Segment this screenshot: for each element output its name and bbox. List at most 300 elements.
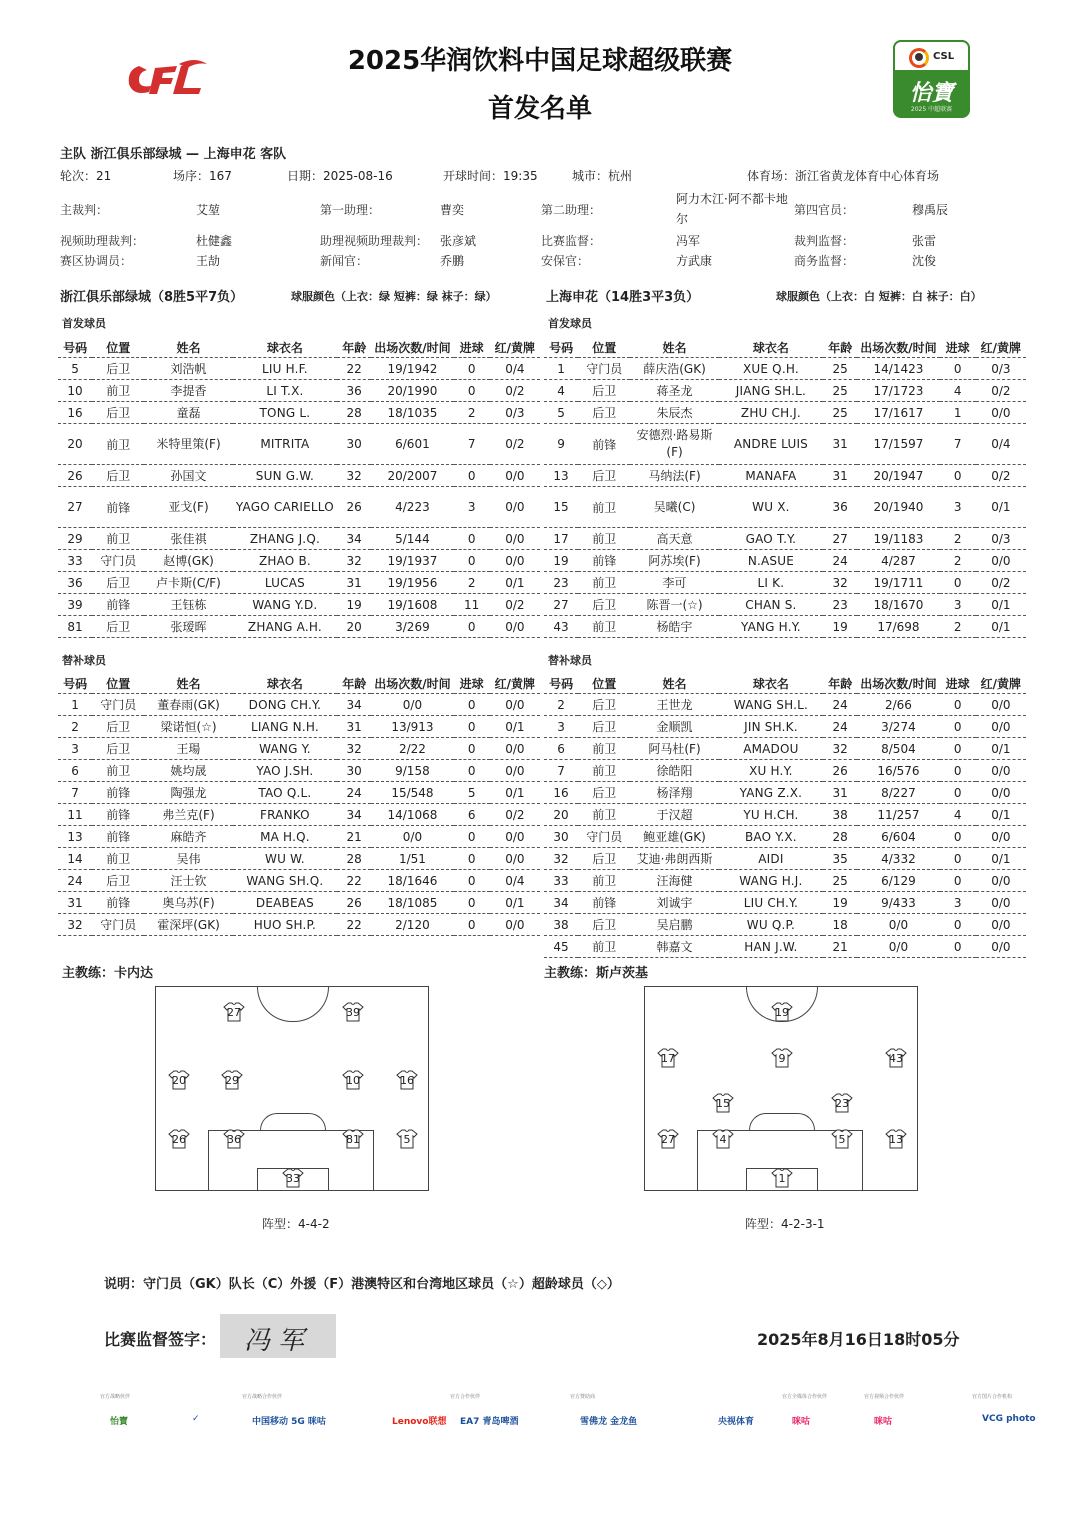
- table-row: [544, 694, 1026, 716]
- referee-name: 艾堃: [196, 203, 221, 217]
- table-cell: 39: [58, 594, 92, 616]
- table-cell: 0/0: [490, 826, 540, 848]
- away-formation: 阵型：4-2-3-1: [745, 1217, 825, 1231]
- table-cell: 36: [337, 380, 371, 402]
- table-cell: 3: [58, 738, 92, 760]
- table-cell: 20: [544, 804, 578, 826]
- table-cell: LI T.X.: [233, 380, 337, 402]
- table-cell: 张瑷晖: [144, 616, 232, 638]
- table-cell: 11: [454, 594, 490, 616]
- security-name: 方武康: [676, 254, 713, 268]
- table-cell: 麻皓齐: [144, 826, 232, 848]
- table-cell: 34: [337, 804, 371, 826]
- table-cell: 18: [823, 914, 857, 936]
- avar-label: 助理视频助理裁判：: [320, 234, 429, 248]
- round-info: 轮次：21: [60, 169, 112, 183]
- table-cell: 0/0: [490, 550, 540, 572]
- table-row: [544, 424, 1026, 465]
- table-cell: 前锋: [92, 487, 144, 528]
- table-cell: 6: [454, 804, 490, 826]
- table-cell: LIANG N.H.: [233, 716, 337, 738]
- table-cell: 25: [823, 870, 857, 892]
- shirt-number: 1: [778, 1172, 786, 1185]
- shirt-number: 29: [225, 1074, 239, 1087]
- table-cell: 0: [940, 738, 976, 760]
- column-header: 红/黄牌: [490, 673, 540, 694]
- table-cell: 后卫: [92, 358, 144, 380]
- table-cell: 0/2: [976, 465, 1026, 487]
- table-cell: 前锋: [92, 804, 144, 826]
- table-row: [58, 760, 540, 782]
- table-cell: 32: [544, 848, 578, 870]
- table-cell: 31: [823, 424, 857, 465]
- table-cell: 前卫: [92, 424, 144, 465]
- table-cell: 0/1: [490, 782, 540, 804]
- table-cell: 0/0: [371, 694, 453, 716]
- table-cell: 4/287: [857, 550, 939, 572]
- table-cell: LUCAS: [233, 572, 337, 594]
- table-cell: 吴伟: [144, 848, 232, 870]
- table-cell: JIN SH.K.: [719, 716, 823, 738]
- table-cell: 0/0: [490, 848, 540, 870]
- table-row: [58, 870, 540, 892]
- sponsor-tag: 官方战略伙伴: [100, 1394, 131, 1400]
- sponsor-tag: 官方合作伙伴: [450, 1394, 481, 1400]
- table-cell: 32: [337, 738, 371, 760]
- table-cell: 28: [823, 826, 857, 848]
- column-header: 球衣名: [233, 673, 337, 694]
- shirt-number: 16: [400, 1074, 414, 1087]
- table-cell: YANG H.Y.: [719, 616, 823, 638]
- column-header: 年龄: [823, 673, 857, 694]
- sponsor-tag: 官方战略合作伙伴: [242, 1394, 283, 1400]
- table-cell: TAO Q.L.: [233, 782, 337, 804]
- table-cell: 3: [940, 892, 976, 914]
- player-shirt: [831, 1129, 853, 1149]
- table-cell: WANG SH.Q.: [233, 870, 337, 892]
- table-cell: ZHANG A.H.: [233, 616, 337, 638]
- table-cell: 梁诺恒(☆): [144, 716, 232, 738]
- table-cell: 朱辰杰: [630, 402, 718, 424]
- table-row: [58, 528, 540, 550]
- table-cell: 守门员: [578, 358, 630, 380]
- ar2-name-cont: 尔: [676, 212, 689, 226]
- table-cell: 36: [823, 487, 857, 528]
- player-shirt: [342, 1002, 364, 1022]
- table-row: [544, 550, 1026, 572]
- table-row: [58, 572, 540, 594]
- table-cell: 1: [58, 694, 92, 716]
- column-header: 姓名: [144, 337, 232, 358]
- table-cell: 前卫: [578, 738, 630, 760]
- ref-assessor-name: 张雷: [912, 234, 937, 248]
- table-cell: 16: [544, 782, 578, 804]
- table-cell: 34: [544, 892, 578, 914]
- shirt-number: 10: [346, 1074, 360, 1087]
- table-cell: XUE Q.H.: [719, 358, 823, 380]
- table-cell: 32: [337, 465, 371, 487]
- player-shirt: [657, 1048, 679, 1068]
- column-header: 号码: [544, 673, 578, 694]
- kickoff-info: 开球时间：19:35: [443, 169, 538, 183]
- sponsor-logo: Lenovo联想: [392, 1417, 447, 1427]
- away-subs-label: 替补球员: [548, 654, 592, 667]
- ar2-name: 阿力木江·阿不都卡地: [676, 192, 788, 206]
- commercial-label: 商务监督：: [794, 254, 855, 268]
- table-cell: 后卫: [578, 465, 630, 487]
- table-cell: 7: [58, 782, 92, 804]
- table-cell: 童磊: [144, 402, 232, 424]
- table-row: [544, 358, 1026, 380]
- table-cell: 30: [337, 424, 371, 465]
- coordinator-name: 王劼: [196, 254, 221, 268]
- column-header: 年龄: [823, 337, 857, 358]
- table-cell: 27: [544, 594, 578, 616]
- table-cell: YAO J.SH.: [233, 760, 337, 782]
- table-row: [544, 380, 1026, 402]
- csl-logo: CSL 怡寶 2025 中超联赛: [893, 40, 970, 118]
- away-team-record: 上海申花（14胜3平3负）: [546, 290, 700, 305]
- table-cell: 0/1: [976, 616, 1026, 638]
- table-row: [58, 694, 540, 716]
- table-cell: 6: [58, 760, 92, 782]
- shirt-number: 20: [172, 1074, 186, 1087]
- table-cell: SUN G.W.: [233, 465, 337, 487]
- table-row: [544, 487, 1026, 528]
- press-label: 新闻官：: [320, 254, 369, 268]
- table-cell: 后卫: [578, 694, 630, 716]
- table-cell: 19/1183: [857, 528, 939, 550]
- table-cell: 0: [454, 465, 490, 487]
- table-cell: 守门员: [92, 914, 144, 936]
- table-cell: 李可: [630, 572, 718, 594]
- table-cell: ZHANG J.Q.: [233, 528, 337, 550]
- table-row: [544, 616, 1026, 638]
- ar2-label: 第二助理：: [541, 203, 602, 217]
- table-cell: 19/1942: [371, 358, 453, 380]
- table-cell: 3: [454, 487, 490, 528]
- table-cell: 31: [823, 782, 857, 804]
- table-cell: 2: [940, 550, 976, 572]
- shirt-number: 9: [778, 1052, 786, 1065]
- table-cell: 前卫: [578, 936, 630, 958]
- table-cell: 0/0: [976, 826, 1026, 848]
- table-cell: 汪海健: [630, 870, 718, 892]
- column-header: 位置: [92, 673, 144, 694]
- player-shirt: [396, 1070, 418, 1090]
- table-cell: 4: [544, 380, 578, 402]
- table-header-row: [544, 337, 1026, 358]
- away-coach: 主教练：斯卢茨基: [544, 966, 649, 981]
- table-cell: 后卫: [92, 870, 144, 892]
- table-cell: 守门员: [92, 694, 144, 716]
- table-cell: 0: [940, 782, 976, 804]
- table-cell: 0/0: [490, 487, 540, 528]
- table-cell: 安德烈·路易斯(F): [630, 424, 718, 465]
- sponsor-logo: ✓: [192, 1414, 200, 1424]
- table-cell: 26: [823, 760, 857, 782]
- table-cell: CHAN S.: [719, 594, 823, 616]
- column-header: 红/黄牌: [490, 337, 540, 358]
- table-cell: 后卫: [92, 738, 144, 760]
- table-cell: 后卫: [578, 782, 630, 804]
- table-row: [544, 914, 1026, 936]
- table-cell: 7: [544, 760, 578, 782]
- player-shirt: [657, 1129, 679, 1149]
- home-subs-label: 替补球员: [62, 654, 106, 667]
- page-title: 2025华润饮料中国足球超级联赛: [347, 46, 733, 76]
- table-cell: 33: [544, 870, 578, 892]
- table-cell: 马纳法(F): [630, 465, 718, 487]
- table-cell: 0: [940, 358, 976, 380]
- table-cell: 2: [940, 616, 976, 638]
- player-shirt: [771, 1002, 793, 1022]
- table-cell: 18/1670: [857, 594, 939, 616]
- table-cell: 0/1: [490, 572, 540, 594]
- table-cell: 薛庆浩(GK): [630, 358, 718, 380]
- shirt-number: 39: [346, 1006, 360, 1019]
- away-formation-pitch: [644, 986, 918, 1191]
- signature-image: 冯军: [220, 1314, 336, 1358]
- table-row: [544, 716, 1026, 738]
- column-header: 姓名: [144, 673, 232, 694]
- table-cell: 0/0: [976, 760, 1026, 782]
- sponsor-logo: EA7 青岛啤酒: [460, 1417, 519, 1427]
- table-cell: 13/913: [371, 716, 453, 738]
- column-header: 年龄: [337, 673, 371, 694]
- table-cell: 后卫: [578, 402, 630, 424]
- table-row: [58, 716, 540, 738]
- table-row: [58, 380, 540, 402]
- player-shirt: [712, 1129, 734, 1149]
- table-row: [544, 848, 1026, 870]
- table-cell: 2: [58, 716, 92, 738]
- table-cell: 0: [454, 914, 490, 936]
- table-cell: 前卫: [92, 528, 144, 550]
- table-cell: 前卫: [578, 870, 630, 892]
- table-cell: FRANKO: [233, 804, 337, 826]
- table-cell: 23: [544, 572, 578, 594]
- home-formation-pitch: [155, 986, 429, 1191]
- table-cell: 19/1711: [857, 572, 939, 594]
- table-cell: 24: [823, 550, 857, 572]
- table-cell: 0/0: [976, 402, 1026, 424]
- player-shirt: [771, 1168, 793, 1188]
- city-info: 城市：杭州: [572, 169, 633, 183]
- table-cell: 0/2: [490, 380, 540, 402]
- commissioner-label: 比赛监督：: [541, 234, 602, 248]
- table-cell: 6/604: [857, 826, 939, 848]
- table-cell: 21: [823, 936, 857, 958]
- table-cell: LIU CH.Y.: [719, 892, 823, 914]
- table-cell: 0/0: [976, 914, 1026, 936]
- column-header: 号码: [544, 337, 578, 358]
- table-cell: 24: [58, 870, 92, 892]
- table-cell: 0/0: [490, 914, 540, 936]
- table-cell: 30: [337, 760, 371, 782]
- commissioner-name: 冯军: [676, 234, 701, 248]
- venue-info: 体育场：浙江省黄龙体育中心体育场: [747, 169, 940, 183]
- table-cell: 3/269: [371, 616, 453, 638]
- table-cell: WANG Y.D.: [233, 594, 337, 616]
- player-shirt: [282, 1168, 304, 1188]
- table-cell: 1: [544, 358, 578, 380]
- referee-label: 主裁判：: [60, 203, 109, 217]
- table-cell: LIU H.F.: [233, 358, 337, 380]
- table-cell: 1/51: [371, 848, 453, 870]
- table-cell: 7: [940, 424, 976, 465]
- table-cell: 3: [544, 716, 578, 738]
- table-row: [58, 424, 540, 465]
- table-cell: 28: [337, 402, 371, 424]
- table-cell: LI K.: [719, 572, 823, 594]
- sponsor-logo: 咪咕: [792, 1417, 811, 1427]
- away-starters-table: [544, 337, 1026, 638]
- table-cell: 0/3: [976, 528, 1026, 550]
- table-cell: 前卫: [578, 760, 630, 782]
- table-cell: 亚戈(F): [144, 487, 232, 528]
- table-cell: 19/1937: [371, 550, 453, 572]
- press-name: 乔鹏: [440, 254, 465, 268]
- sponsor-logo: 央视体育: [718, 1417, 755, 1427]
- page-subtitle: 首发名单: [487, 94, 592, 124]
- table-cell: 0: [454, 892, 490, 914]
- table-cell: 0/4: [490, 870, 540, 892]
- table-cell: 0: [940, 914, 976, 936]
- table-cell: WU W.: [233, 848, 337, 870]
- table-cell: 0: [454, 870, 490, 892]
- table-cell: 杨皓宇: [630, 616, 718, 638]
- table-cell: 0/2: [490, 424, 540, 465]
- table-cell: 孙国文: [144, 465, 232, 487]
- table-cell: 19/1956: [371, 572, 453, 594]
- column-header: 位置: [92, 337, 144, 358]
- table-cell: 前锋: [578, 892, 630, 914]
- table-row: [544, 936, 1026, 958]
- table-cell: 2/22: [371, 738, 453, 760]
- table-row: [58, 738, 540, 760]
- table-cell: 0: [454, 738, 490, 760]
- column-header: 号码: [58, 337, 92, 358]
- table-cell: JIANG SH.L.: [719, 380, 823, 402]
- table-row: [544, 870, 1026, 892]
- table-cell: 2: [454, 402, 490, 424]
- table-cell: 0/4: [490, 358, 540, 380]
- table-cell: 前卫: [578, 616, 630, 638]
- avar-name: 张彦斌: [440, 234, 477, 248]
- table-cell: 后卫: [92, 402, 144, 424]
- table-cell: 8/227: [857, 782, 939, 804]
- table-row: [544, 782, 1026, 804]
- match-teams: 主队 浙江俱乐部绿城 — 上海申花 客队: [60, 147, 287, 162]
- table-cell: YANG Z.X.: [719, 782, 823, 804]
- home-starters-label: 首发球员: [62, 317, 106, 330]
- table-row: [544, 892, 1026, 914]
- table-cell: 0/0: [976, 782, 1026, 804]
- column-header: 红/黄牌: [976, 673, 1026, 694]
- sponsor-tag: 官方视频合作伙伴: [864, 1394, 905, 1400]
- table-row: [544, 760, 1026, 782]
- commercial-name: 沈俊: [912, 254, 937, 268]
- table-cell: 0: [454, 826, 490, 848]
- table-cell: 24: [823, 716, 857, 738]
- table-cell: 前卫: [578, 572, 630, 594]
- table-cell: 19: [337, 594, 371, 616]
- shirt-number: 27: [661, 1133, 675, 1146]
- table-row: [58, 487, 540, 528]
- table-cell: 0/2: [490, 594, 540, 616]
- table-cell: TONG L.: [233, 402, 337, 424]
- player-shirt: [223, 1129, 245, 1149]
- shirt-number: 43: [889, 1052, 903, 1065]
- table-cell: 艾迪·弗朗西斯: [630, 848, 718, 870]
- table-cell: 25: [823, 358, 857, 380]
- legend-note: 说明：守门员（GK）队长（C）外援（F）港澳特区和台湾地区球员（☆）超龄球员（◇）: [104, 1277, 620, 1292]
- table-cell: 3: [940, 487, 976, 528]
- column-header: 出场次数/时间: [371, 673, 453, 694]
- table-header-row: [58, 337, 540, 358]
- table-cell: 32: [823, 572, 857, 594]
- player-shirt: [885, 1048, 907, 1068]
- table-cell: 0/0: [976, 694, 1026, 716]
- table-cell: YAGO CARIELLO: [233, 487, 337, 528]
- table-cell: 前锋: [92, 826, 144, 848]
- ref-assessor-label: 裁判监督：: [794, 234, 855, 248]
- table-cell: 高天意: [630, 528, 718, 550]
- table-cell: 0: [454, 616, 490, 638]
- table-cell: 前卫: [578, 804, 630, 826]
- table-cell: 29: [58, 528, 92, 550]
- table-row: [544, 402, 1026, 424]
- table-cell: 17/1597: [857, 424, 939, 465]
- table-cell: 17/698: [857, 616, 939, 638]
- table-cell: 36: [58, 572, 92, 594]
- table-cell: 后卫: [578, 380, 630, 402]
- table-cell: 31: [337, 572, 371, 594]
- signed-time: 2025年8月16日18时05分: [757, 1330, 960, 1349]
- table-cell: 20/1947: [857, 465, 939, 487]
- table-cell: 0/0: [976, 550, 1026, 572]
- table-cell: 6/129: [857, 870, 939, 892]
- table-cell: 15/548: [371, 782, 453, 804]
- table-cell: 刘浩帆: [144, 358, 232, 380]
- table-cell: 0/1: [976, 804, 1026, 826]
- table-cell: 24: [823, 694, 857, 716]
- sponsor-tag: 官方图片合作机构: [972, 1394, 1013, 1400]
- table-cell: 34: [337, 694, 371, 716]
- table-row: [58, 616, 540, 638]
- table-cell: 杨泽翔: [630, 782, 718, 804]
- table-cell: 6: [544, 738, 578, 760]
- table-cell: 0/1: [976, 487, 1026, 528]
- table-cell: 前锋: [92, 594, 144, 616]
- table-cell: 霍深坪(GK): [144, 914, 232, 936]
- table-cell: 7: [454, 424, 490, 465]
- table-cell: 0: [454, 848, 490, 870]
- table-cell: 26: [337, 487, 371, 528]
- table-cell: 李提香: [144, 380, 232, 402]
- player-shirt: [221, 1070, 243, 1090]
- table-cell: 17: [544, 528, 578, 550]
- table-row: [544, 572, 1026, 594]
- away-kit: 球服颜色（上衣：白 短裤：白 袜子：白）: [776, 290, 982, 303]
- table-row: [58, 550, 540, 572]
- column-header: 球衣名: [233, 337, 337, 358]
- signature-label: 比赛监督签字：: [104, 1330, 217, 1349]
- table-cell: 6/601: [371, 424, 453, 465]
- shirt-number: 5: [403, 1133, 411, 1146]
- table-cell: 0/2: [976, 572, 1026, 594]
